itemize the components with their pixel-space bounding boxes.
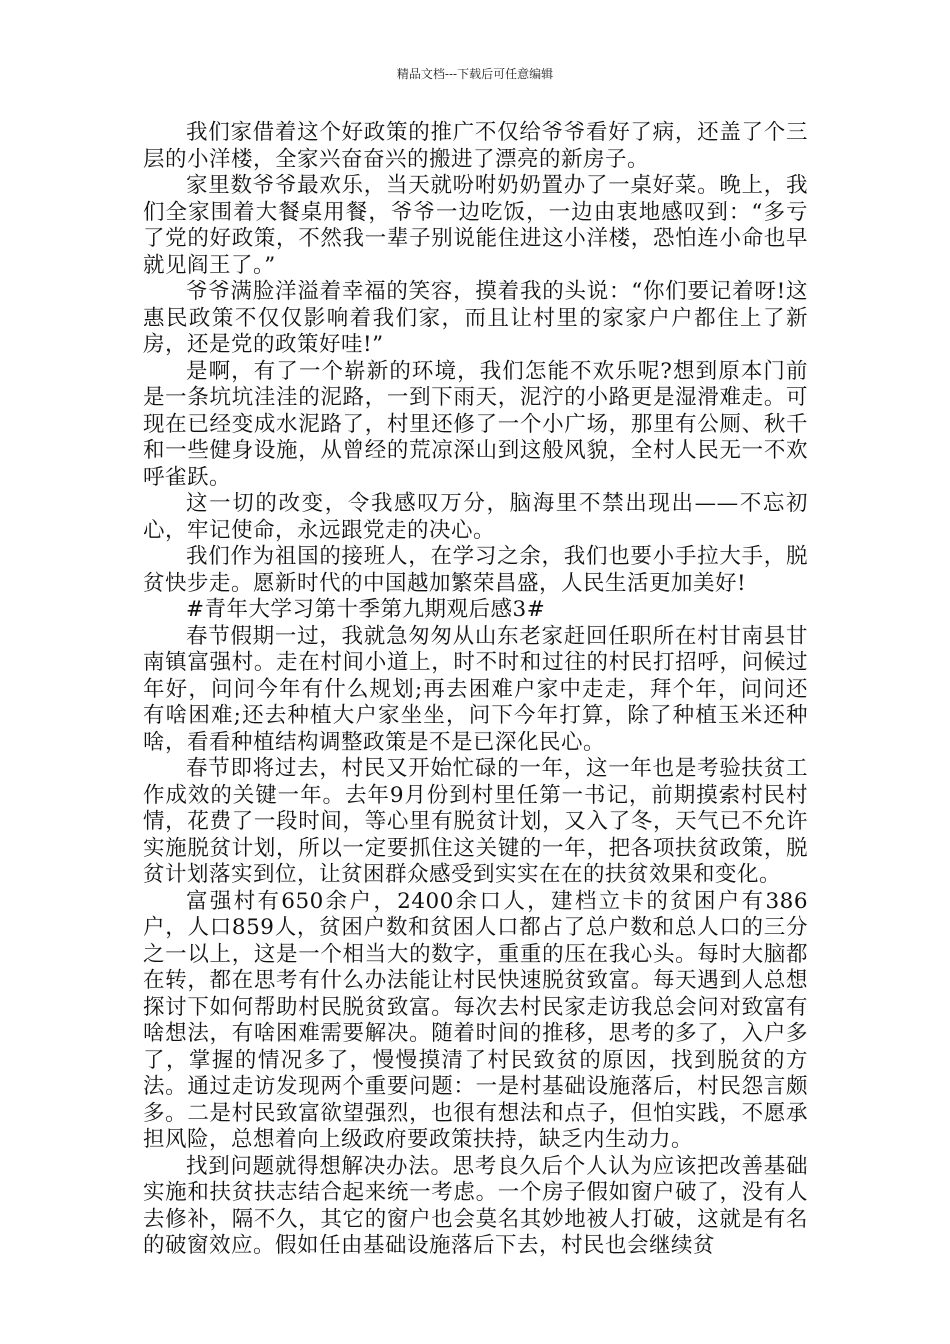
paragraph: 春节假期一过，我就急匆匆从山东老家赶回任职所在村甘南县甘南镇富强村。走在村间小道上，时不时和过往的村民打招呼，问候过年好，问问今年有什么规划;再去困难户家中走走，拜个年，问问还有啥困难;还去种植大户家坐坐，问下今年打算，除了种植玉米还种啥，看看种植结构调整政策是不是已深化民心。 [143,623,808,755]
section-heading: #青年大学习第十季第九期观后感3# [186,597,546,622]
paragraph: 是啊，有了一个崭新的环境，我们怎能不欢乐呢?想到原本门前是一条坑坑洼洼的泥路，一到下雨天，泥泞的小路更是湿滑难走。可现在已经变成水泥路了，村里还修了一个小广场，那里有公厕、秋千和一些健身设施，从曾经的荒凉深山到这般风貌，全村人民无一不欢呼雀跃。 [143,358,808,490]
paragraph: 爷爷满脸洋溢着幸福的笑容，摸着我的头说：“你们要记着呀!这惠民政策不仅仅影响着我们家，而且让村里的家家户户都住上了新房，还是党的政策好哇!” [143,279,808,357]
article-body [143,120,808,1260]
paragraph: 找到问题就得想解决办法。思考良久后个人认为应该把改善基础实施和扶贫扶志结合起来统一考虑。一个房子假如窗户破了，没有人去修补，隔不久，其它的窗户也会莫名其妙地被人打破，这就是有名的破窗效应。假如任由基础设施落后下去，村民也会继续贫 [143,1153,808,1258]
paragraph: 我们家借着这个好政策的推广不仅给爷爷看好了病，还盖了个三层的小洋楼，全家兴奋奋兴的搬进了漂亮的新房子。 [143,120,808,172]
paragraph: 我们作为祖国的接班人，在学习之余，我们也要小手拉大手，脱贫快步走。愿新时代的中国越加繁荣昌盛，人民生活更加美好! [143,544,808,596]
paragraph: 这一切的改变，令我感叹万分，脑海里不禁出现出——不忘初心，牢记使命，永远跟党走的决心。 [143,491,808,543]
paragraph: 富强村有650余户，2400余口人，建档立卡的贫困户有386户，人口859人，贫困户数和贫困人口都占了总户数和总人口的三分之一以上，这是一个相当大的数字，重重的压在我心头。每时大脑都在转，都在思考有什么办法能让村民快速脱贫致富。每天遇到人总想探讨下如何帮助村民脱贫致富。每次去村民家走访我总会问对致富有啥想法，有啥困难需要解决。随着时间的推移，思考的多了，入户多了，掌握的情况多了，慢慢摸清了村民致贫的原因，找到脱贫的方法。通过走访发现两个重要问题：一是村基础设施落后，村民怨言颇多。二是村民致富欲望强烈，也很有想法和点子，但怕实践，不愿承担风险，总想着向上级政府要政策扶持，缺乏内生动力。 [143,888,808,1152]
paragraph: 家里数爷爷最欢乐，当天就吩咐奶奶置办了一桌好菜。晚上，我们全家围着大餐桌用餐，爷爷一边吃饭，一边由衷地感叹到：“多亏了党的好政策，不然我一辈子别说能住进这小洋楼，恐怕连小命也早就见阎王了。” [143,173,808,278]
page-header: 精品文档---下载后可任意编辑 [396,67,554,81]
paragraph: 春节即将过去，村民又开始忙碌的一年，这一年也是考验扶贫工作成效的关键一年。去年9月份到村里任第一书记，前期摸索村民村情，花费了一段时间，等心里有脱贫计划，又入了冬，天气已不允许实施脱贫计划，所以一定要抓住这关键的一年，把各项扶贫政策，脱贫计划落实到位，让贫困群众感受到实实在在的扶贫效果和变化。 [143,756,808,887]
